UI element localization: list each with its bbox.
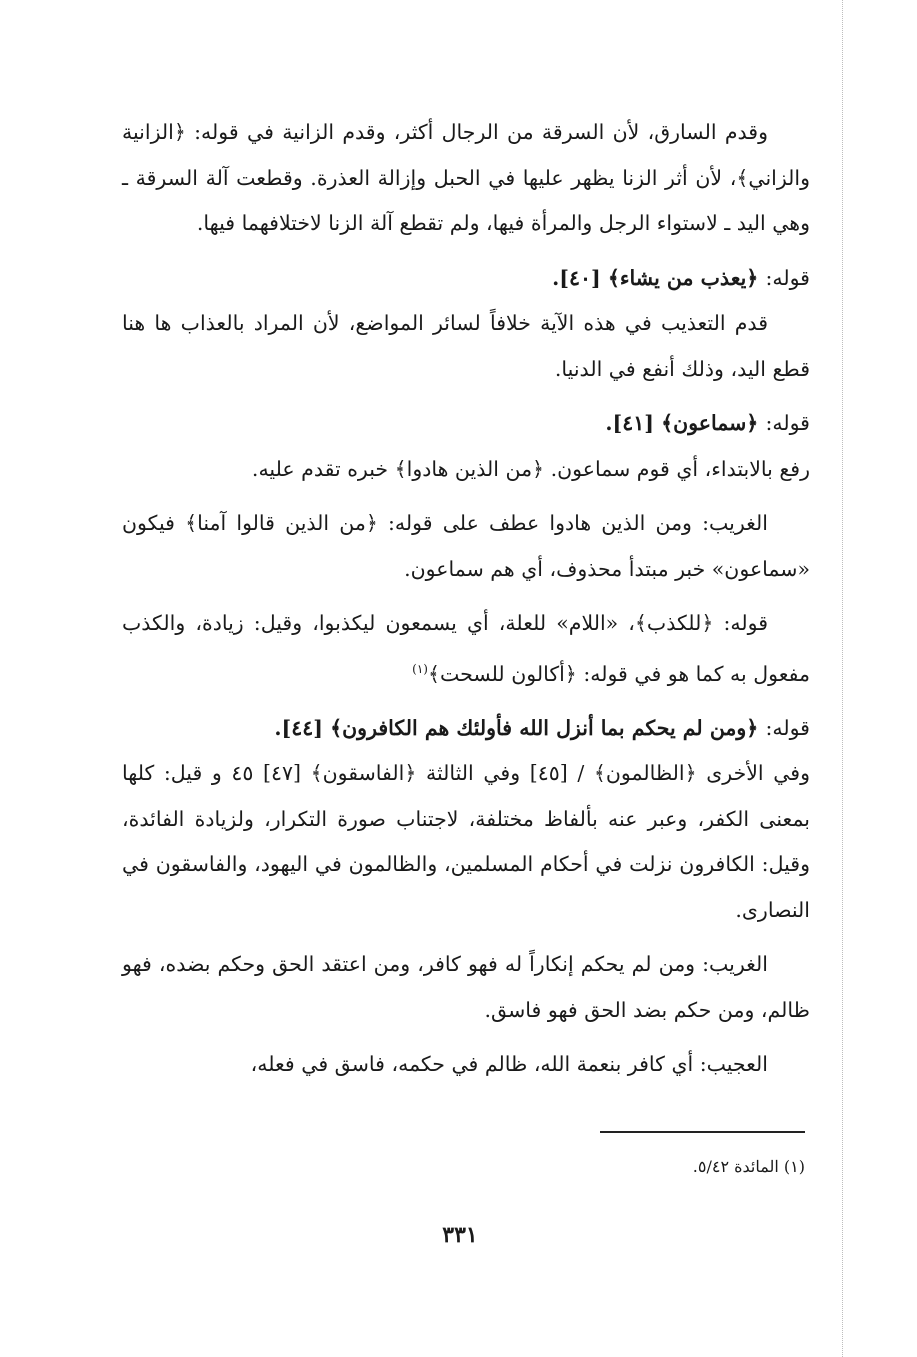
footnote: (١) المائدة ٥/٤٢. [692,1157,805,1176]
verse-heading-text: ﴿ومن لم يحكم بما أنزل الله فأولئك هم الكافرون﴾ [٤٤]. [274,715,759,740]
verse-heading [122,256,810,302]
verse-heading [122,706,810,752]
paragraph-with-footnote-ref [122,601,810,697]
paragraph: الغريب: ومن لم يحكم إنكاراً له فهو كافر، ومن اعتقد الحق وحكم بضده، فهو ظالم، ومن حكم بضد الحق فهو فاسق. [122,952,810,1022]
paragraph: وفي الأخرى ﴿الظالمون﴾ / [٤٥] وفي الثالثة ﴿الفاسقون﴾ [٤٧] ٤٥ و قيل: كلها بمعنى الكفر، وعبر عنه بألفاظ مختلفة، لاجتناب صورة التكرار، ولزيادة الفائدة، وقيل: الكافرون نزلت في أحكام المسلمين، والظالمون في اليهود، والفاسقون في النصارى. [122,761,811,922]
paragraph: رفع بالابتداء، أي قوم سماعون. ﴿من الذين هادوا﴾ خبره تقدم عليه. [251,456,810,481]
verse-heading [122,401,810,447]
paragraph-text: قوله: ﴿للكذب﴾، «اللام» للعلة، أي يسمعون ليكذبوا، وقيل: زيادة، والكذب مفعول به كما هو في قوله: ﴿أكالون للسحت﴾ [122,611,810,686]
verse-heading-label: قوله: [765,411,810,435]
paragraph: وقدم السارق، لأن السرقة من الرجال أكثر، وقدم الزانية في قوله: ﴿الزانية والزاني﴾، لأن أثر الزنا يظهر عليها في الحبل وإزالة العذرة. وقطعت آلة السرقة ـ وهي اليد ـ لاستواء الرجل والمرأة فيها، ولم تقطع آلة الزنا لاختلافهما فيها. [122,120,810,235]
paragraph: العجيب: أي كافر بنعمة الله، ظالم في حكمه، فاسق في فعله، [250,1052,768,1077]
main-text [122,110,810,1097]
verse-heading-label: قوله: [765,715,810,740]
verse-heading-label: قوله: [765,265,810,290]
footnote-divider [600,1131,805,1133]
page-number: ٣٣١ [442,1222,478,1248]
paragraph: الغريب: ومن الذين هادوا عطف على قوله: ﴿من الذين قالوا آمنا﴾ فيكون «سماعون» خبر مبتدأ محذوف، أي هم سماعون. [122,511,810,581]
verse-heading-text: ﴿سماعون﴾ [٤١]. [605,411,759,435]
page-edge-line [842,0,843,1357]
footnote-reference: (١) [412,661,428,676]
verse-heading-text: ﴿يعذب من يشاء﴾ [٤٠]. [552,265,759,290]
paragraph: قدم التعذيب في هذه الآية خلافاً لسائر المواضع، لأن المراد بالعذاب ها هنا قطع اليد، وذلك أنفع في الدنيا. [122,311,810,381]
